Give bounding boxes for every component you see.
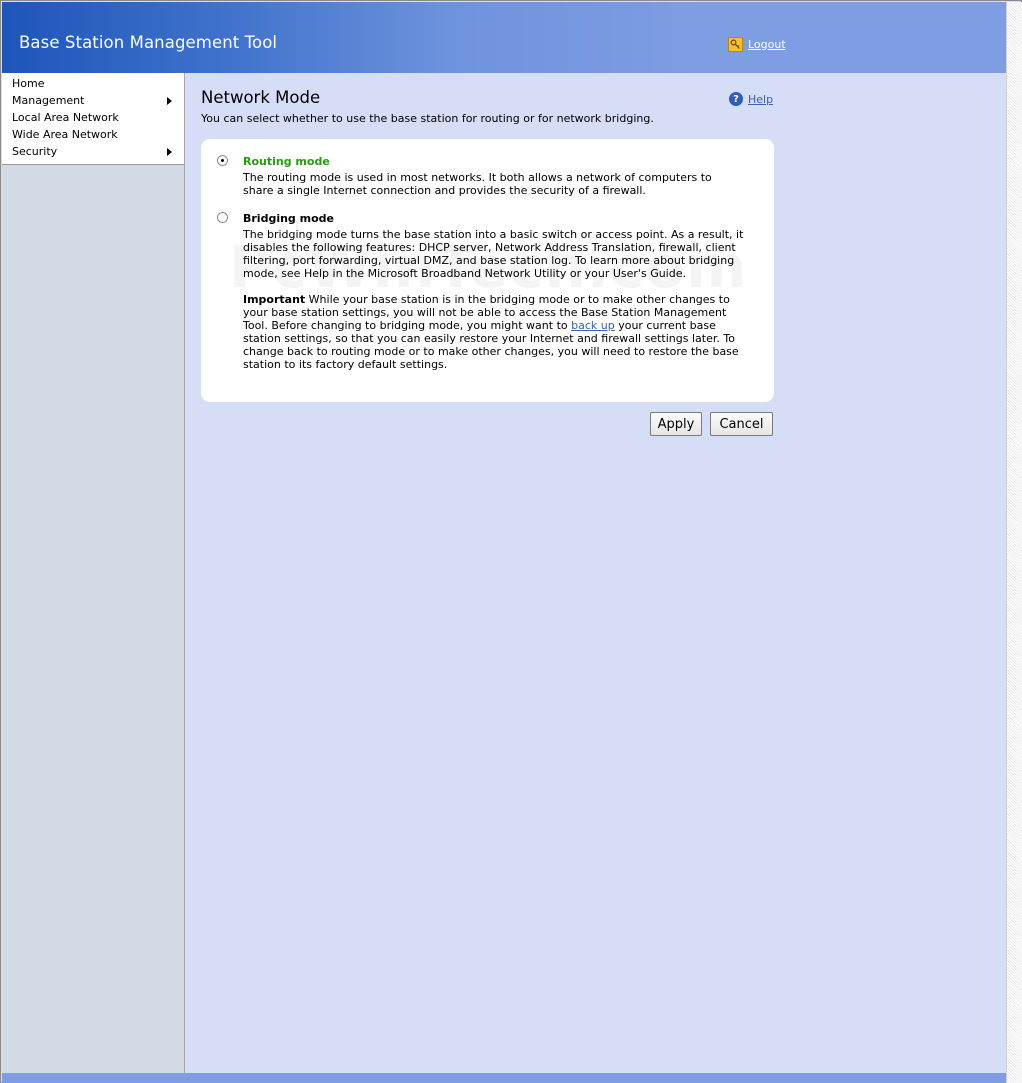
app-title: Base Station Management Tool [19, 33, 278, 52]
chevron-right-icon [167, 97, 172, 105]
important-label: Important [243, 293, 306, 306]
question-icon[interactable]: ? [729, 92, 743, 106]
description-line: mode, see Help in the Microsoft Broadband Network Utility or your User's Guide. [243, 267, 686, 280]
app-header [2, 2, 1006, 73]
important-text: your base station settings, you will not be able to access the Base Station Management [243, 306, 727, 319]
bridging-mode-title: Bridging mode [243, 212, 334, 225]
scrollbar-track[interactable] [1006, 2, 1022, 1083]
sidebar-item-wide-area-network[interactable] [2, 126, 184, 143]
logout-area[interactable] [728, 36, 786, 52]
sidebar-item-label: Local Area Network [12, 111, 119, 124]
sidebar-nav [2, 73, 184, 165]
important-note [243, 293, 739, 371]
description-line: disables the following features: DHCP server, Network Address Translation, firewall, client [243, 241, 736, 254]
important-text: station settings, so that you can easily restore your Internet and firewall settings later. To [243, 332, 735, 345]
mode-options-panel [201, 139, 774, 402]
important-text: Tool. Before changing to bridging mode, you might want to [243, 319, 572, 332]
sidebar-item-label: Management [12, 94, 85, 107]
key-icon[interactable] [728, 37, 743, 52]
help-area[interactable] [729, 92, 773, 106]
logout-link[interactable]: Logout [748, 37, 786, 51]
important-line [243, 319, 739, 332]
important-line [243, 293, 739, 306]
back-up-link[interactable]: back up [571, 319, 615, 332]
important-text: your current base [614, 319, 716, 332]
sidebar-item-label: Security [12, 145, 58, 158]
sidebar [2, 73, 185, 1073]
bridging-mode-radio[interactable] [217, 212, 228, 223]
description-line: share a single Internet connection and provides the security of a firewall. [243, 184, 646, 197]
important-text: While your base station is in the bridging mode or to make other changes to [305, 293, 730, 306]
page-title: Network Mode [201, 88, 321, 107]
bridging-mode-description [243, 228, 743, 280]
description-line: The bridging mode turns the base station into a basic switch or access point. As a result, it [243, 228, 744, 241]
routing-mode-description [243, 171, 712, 197]
sidebar-item-home[interactable] [2, 75, 184, 92]
bottom-bar [2, 1073, 1006, 1083]
sidebar-item-security[interactable] [2, 143, 184, 160]
sidebar-item-management[interactable] [2, 92, 184, 109]
sidebar-item-label: Wide Area Network [12, 128, 118, 141]
description-line: The routing mode is used in most networks. It both allows a network of computers to [243, 171, 712, 184]
apply-button[interactable]: Apply [650, 412, 702, 436]
sidebar-item-local-area-network[interactable] [2, 109, 184, 126]
cancel-button[interactable]: Cancel [710, 412, 773, 436]
routing-mode-title: Routing mode [243, 155, 330, 168]
sidebar-item-label: Home [12, 77, 45, 90]
help-link[interactable]: Help [748, 92, 774, 106]
description-line: filtering, port forwarding, virtual DMZ, and base station log. To learn more about bridging [243, 254, 735, 267]
page-subtitle: You can select whether to use the base station for routing or for network bridging. [201, 112, 654, 125]
important-text: change back to routing mode or to make other changes, you will need to restore the base [243, 345, 739, 358]
chevron-right-icon [167, 148, 172, 156]
important-text: station to its factory default settings. [243, 358, 448, 371]
routing-mode-radio[interactable] [217, 155, 228, 166]
